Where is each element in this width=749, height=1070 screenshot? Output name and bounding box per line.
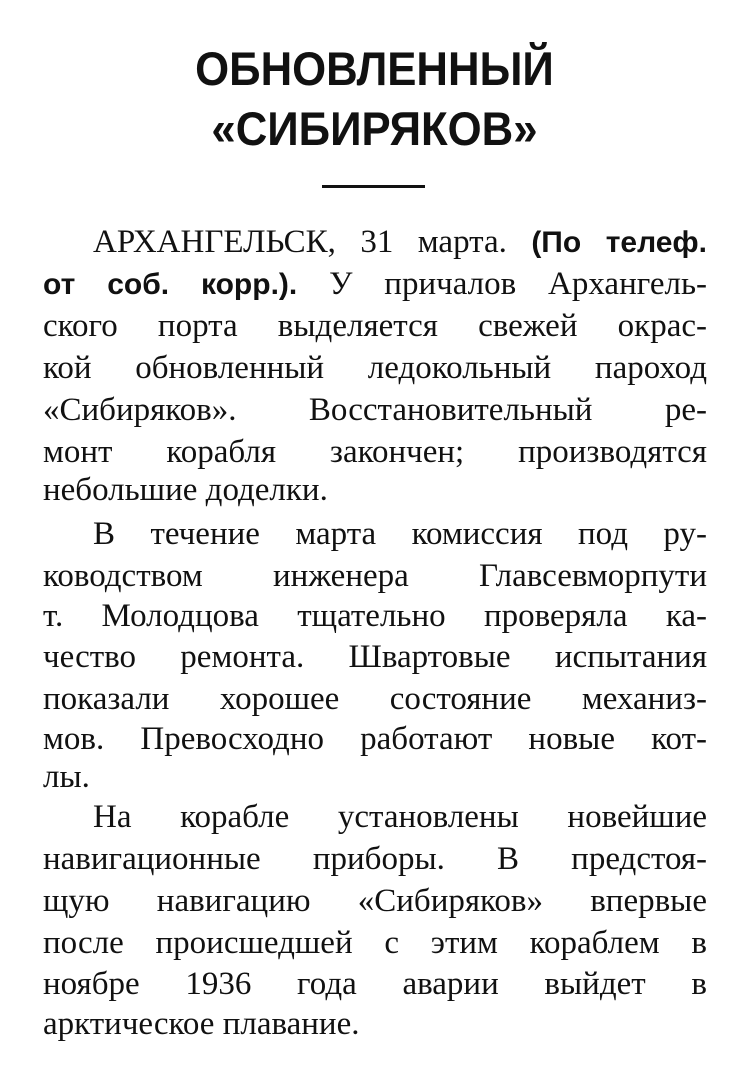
paragraph1-line: ского порта выделяется свежей окрас-: [43, 308, 707, 344]
paragraph3-line: навигационные приборы. В предстоя-: [43, 841, 707, 877]
lead-rest: У причалов Архангель-: [329, 266, 707, 302]
paragraph2-line: лы.: [43, 759, 90, 795]
paragraph1-line: монт корабля закончен; производятся: [43, 434, 707, 470]
paragraph1-line: «Сибиряков». Восстановительный ре-: [43, 392, 707, 428]
paragraph3-line: арктическое плавание.: [43, 1006, 360, 1042]
paragraph1-line: небольшие доделки.: [43, 472, 328, 508]
dateline-source-part1: (По телеф.: [531, 226, 707, 259]
headline-line-1: ОБНОВЛЕННЫЙ: [195, 42, 554, 95]
dateline-source-part2: от соб. корр.).: [43, 268, 298, 301]
paragraph2-line: показали хорошее состояние механиз-: [43, 681, 707, 717]
headline-divider: [322, 185, 425, 188]
lead-line: [43, 264, 707, 304]
paragraph2-line: чество ремонта. Швартовые испытания: [43, 639, 707, 675]
paragraph1-line: кой обновленный ледокольный пароход: [43, 350, 707, 386]
paragraph2-line: мов. Превосходно работают новые кот-: [43, 721, 707, 757]
headline-line-2: «СИБИРЯКОВ»: [211, 102, 538, 155]
paragraph3-line: На корабле установлены новейшие: [93, 799, 707, 835]
paragraph3-line: ноябре 1936 года аварии выйдет в: [43, 966, 707, 1002]
paragraph2-line: т. Молодцова тщательно проверяла ка-: [43, 598, 707, 634]
dateline-place-date: АРХАНГЕЛЬСК, 31 марта.: [93, 224, 507, 260]
paragraph2-line: В течение марта комиссия под ру-: [93, 516, 707, 552]
dateline-line: [93, 222, 707, 262]
paragraph3-line: после происшедшей с этим кораблем в: [43, 925, 707, 961]
paragraph3-line: щую навигацию «Сибиряков» впервые: [43, 883, 707, 919]
paragraph2-line: ководством инженера Главсевморпути: [43, 558, 707, 594]
